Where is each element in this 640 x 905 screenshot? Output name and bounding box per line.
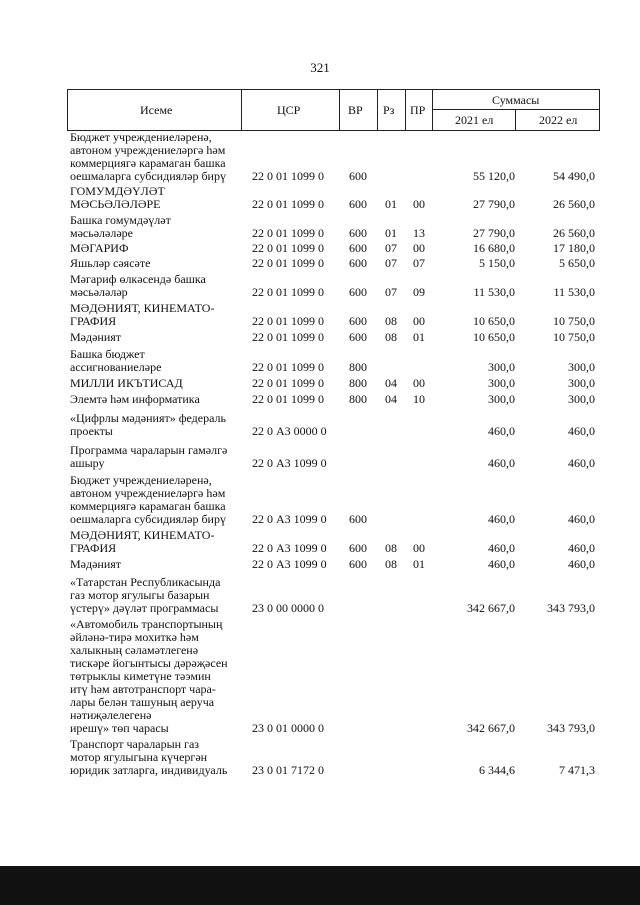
row-sum-2021: 460,0 [488, 456, 515, 470]
row-vr: 600 [349, 226, 367, 240]
column-divider [339, 90, 340, 130]
row-sum-2022: 300,0 [568, 392, 595, 406]
table-row [67, 412, 600, 438]
budget-table [67, 89, 600, 777]
row-sum-2021: 460,0 [488, 557, 515, 571]
row-vr: 600 [349, 330, 367, 344]
table-row [67, 331, 600, 344]
header-year1: 2021 ел [455, 113, 494, 127]
scan-edge-bar [0, 866, 640, 905]
row-pr: 00 [413, 197, 425, 211]
row-name: МӘДӘНИЯТ, КИНЕМАТО- ГРАФИЯ [70, 301, 215, 328]
row-sum-2022: 460,0 [568, 541, 595, 555]
row-sum-2022: 7 471,3 [559, 763, 595, 777]
row-sum-2021: 342 667,0 [467, 721, 515, 735]
row-pr: 00 [413, 541, 425, 555]
row-rz: 04 [385, 392, 397, 406]
table-row [67, 185, 600, 211]
row-name: Башка бюджет ассигнованиеләре [70, 347, 162, 374]
row-name: МӘДӘНИЯТ, КИНЕМАТО- ГРАФИЯ [70, 528, 215, 555]
row-vr: 800 [349, 392, 367, 406]
row-pr: 00 [413, 241, 425, 255]
row-rz: 08 [385, 541, 397, 555]
row-pr: 00 [413, 314, 425, 328]
row-sum-2021: 460,0 [488, 541, 515, 555]
row-name: ГОМУМДӘҮЛӘТ МӘСЬӘЛӘЛӘРЕ [70, 184, 165, 211]
row-csr: 23 0 01 0000 0 [252, 721, 324, 735]
row-pr: 01 [413, 330, 425, 344]
row-vr: 600 [349, 169, 367, 183]
row-sum-2021: 460,0 [488, 512, 515, 526]
row-pr: 01 [413, 557, 425, 571]
row-vr: 800 [349, 376, 367, 390]
row-sum-2021: 27 790,0 [473, 226, 515, 240]
row-sum-2021: 55 120,0 [473, 169, 515, 183]
row-csr: 22 0 01 1099 0 [252, 241, 324, 255]
row-name: Транспорт чараларын газ мотор ягулыгына күчергән юридик затларга, индивидуаль [70, 737, 228, 777]
table-row [67, 257, 600, 270]
table-row [67, 618, 600, 735]
table-row [67, 444, 600, 470]
row-name: Элемтә һәм информатика [70, 392, 200, 406]
row-sum-2022: 460,0 [568, 424, 595, 438]
row-name: МӘГАРИФ [70, 241, 129, 255]
table-row [67, 529, 600, 555]
row-sum-2022: 26 560,0 [553, 197, 595, 211]
table-header [67, 89, 600, 131]
table-row [67, 558, 600, 571]
page-number: 321 [310, 60, 330, 75]
table-body [67, 131, 600, 777]
row-csr: 22 0 А3 1099 0 [252, 456, 327, 470]
row-rz: 07 [385, 241, 397, 255]
row-csr: 22 0 01 1099 0 [252, 226, 324, 240]
row-sum-2021: 460,0 [488, 424, 515, 438]
row-rz: 08 [385, 557, 397, 571]
row-csr: 22 0 01 1099 0 [252, 376, 324, 390]
row-rz: 07 [385, 285, 397, 299]
row-sum-2021: 11 530,0 [473, 285, 515, 299]
header-csr: ЦСР [277, 103, 301, 117]
row-name: «Цифрлы мәдәният» федераль проекты [70, 411, 226, 438]
row-csr: 22 0 А3 0000 0 [252, 424, 327, 438]
row-name: Бюджет учреждениеләренә, автоном учреждениеләргә һәм коммерциягә карамаган башка оешмаларга субсидияләр бирү [70, 473, 226, 526]
table-row [67, 393, 600, 406]
table-row [67, 348, 600, 374]
row-csr: 22 0 01 1099 0 [252, 330, 324, 344]
row-rz: 01 [385, 226, 397, 240]
row-rz: 04 [385, 376, 397, 390]
row-sum-2022: 5 650,0 [559, 256, 595, 270]
row-sum-2021: 6 344,6 [479, 763, 515, 777]
row-csr: 22 0 01 1099 0 [252, 197, 324, 211]
row-csr: 22 0 01 1099 0 [252, 169, 324, 183]
row-csr: 23 0 00 0000 0 [252, 601, 324, 615]
column-divider [432, 90, 433, 130]
row-pr: 00 [413, 376, 425, 390]
row-csr: 22 0 А3 1099 0 [252, 512, 327, 526]
row-pr: 10 [413, 392, 425, 406]
row-name: Башка гомумдәүләт мәсьәләләре [70, 213, 171, 240]
row-csr: 22 0 01 1099 0 [252, 285, 324, 299]
row-vr: 800 [349, 360, 367, 374]
row-sum-2022: 343 793,0 [547, 601, 595, 615]
header-name: Исеме [140, 103, 173, 117]
row-csr: 22 0 01 1099 0 [252, 256, 324, 270]
row-sum-2022: 460,0 [568, 557, 595, 571]
table-row [67, 576, 600, 615]
row-vr: 600 [349, 256, 367, 270]
row-sum-2021: 16 680,0 [473, 241, 515, 255]
header-divider [432, 109, 599, 110]
row-name: Мәдәният [70, 330, 122, 344]
row-rz: 08 [385, 314, 397, 328]
row-sum-2021: 300,0 [488, 360, 515, 374]
column-divider [377, 90, 378, 130]
row-vr: 600 [349, 285, 367, 299]
row-rz: 08 [385, 330, 397, 344]
row-name: Яшьләр сәясәте [70, 256, 151, 270]
row-vr: 600 [349, 557, 367, 571]
row-pr: 07 [413, 256, 425, 270]
table-row [67, 273, 600, 299]
row-sum-2022: 10 750,0 [553, 330, 595, 344]
column-divider [241, 90, 242, 130]
row-sum-2021: 27 790,0 [473, 197, 515, 211]
row-name: Бюджет учреждениеләренә, автоном учреждениеләргә һәм коммерциягә карамаган башка оешмаларга субсидияләр бирү [70, 130, 226, 183]
header-pr: ПР [410, 103, 426, 117]
row-csr: 22 0 01 1099 0 [252, 392, 324, 406]
row-sum-2022: 343 793,0 [547, 721, 595, 735]
row-sum-2022: 460,0 [568, 512, 595, 526]
row-sum-2022: 460,0 [568, 456, 595, 470]
row-rz: 01 [385, 197, 397, 211]
row-name: Программа чараларын гамәлгә ашыру [70, 443, 228, 470]
table-row [67, 214, 600, 240]
header-year2: 2022 ел [539, 113, 578, 127]
header-sums: Суммасы [492, 93, 540, 107]
header-vr: ВР [348, 103, 363, 117]
table-row [67, 474, 600, 526]
row-sum-2022: 300,0 [568, 376, 595, 390]
row-name: «Татарстан Республикасында газ мотор ягулыгы базарын үстерү» дәүләт программасы [70, 575, 221, 615]
row-sum-2021: 10 650,0 [473, 330, 515, 344]
row-pr: 09 [413, 285, 425, 299]
row-sum-2022: 10 750,0 [553, 314, 595, 328]
table-row [67, 377, 600, 390]
row-vr: 600 [349, 197, 367, 211]
row-name: «Автомобиль транспортының әйләнә-тирә мохиткә һәм халыкның сәламәтлегенә тискәре йогынтысы дәрәҗәсен төтрыклы киметүне тәэмин итү һәм автотранспорт чара- лары белән ташуның аеруча нәтиҗәлелегенә ирешү» төп чарасы [70, 617, 228, 735]
row-csr: 22 0 01 1099 0 [252, 360, 324, 374]
row-rz: 07 [385, 256, 397, 270]
row-name: Мәгариф өлкәсендә башка мәсьәләләр [70, 272, 206, 299]
row-sum-2022: 300,0 [568, 360, 595, 374]
row-vr: 600 [349, 314, 367, 328]
row-sum-2022: 54 490,0 [553, 169, 595, 183]
row-csr: 23 0 01 7172 0 [252, 763, 324, 777]
row-sum-2022: 11 530,0 [553, 285, 595, 299]
table-row [67, 302, 600, 328]
row-sum-2022: 26 560,0 [553, 226, 595, 240]
header-rz: Рз [383, 103, 395, 117]
row-vr: 600 [349, 512, 367, 526]
table-row [67, 738, 600, 777]
row-sum-2021: 300,0 [488, 376, 515, 390]
row-sum-2021: 300,0 [488, 392, 515, 406]
table-row [67, 131, 600, 183]
row-pr: 13 [413, 226, 425, 240]
row-csr: 22 0 А3 1099 0 [252, 541, 327, 555]
row-sum-2022: 17 180,0 [553, 241, 595, 255]
row-vr: 600 [349, 241, 367, 255]
row-csr: 22 0 01 1099 0 [252, 314, 324, 328]
row-sum-2021: 5 150,0 [479, 256, 515, 270]
row-sum-2021: 10 650,0 [473, 314, 515, 328]
row-name: МИЛЛИ ИКЪТИСАД [70, 376, 183, 390]
row-vr: 600 [349, 541, 367, 555]
row-name: Мәдәният [70, 557, 122, 571]
row-sum-2021: 342 667,0 [467, 601, 515, 615]
row-csr: 22 0 А3 1099 0 [252, 557, 327, 571]
column-divider [405, 90, 406, 130]
table-row [67, 242, 600, 255]
column-divider [515, 109, 516, 130]
